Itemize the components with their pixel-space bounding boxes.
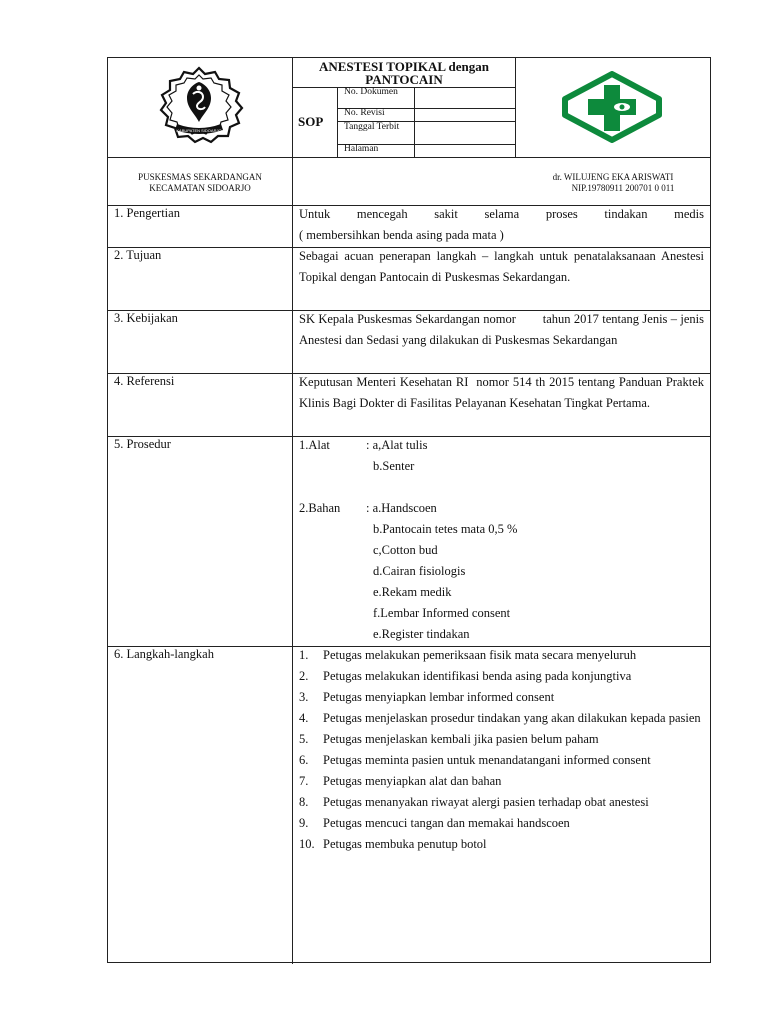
section-label-kebijakan: 3. Kebijakan (114, 311, 178, 325)
svg-text:KABUPATEN SIDOARJO: KABUPATEN SIDOARJO (176, 128, 222, 133)
alat-item: : a,Alat tulis (366, 438, 428, 452)
section-label-prosedur: 5. Prosedur (114, 437, 171, 451)
bahan-item: b.Pantocain tetes mata 0,5 % (373, 522, 518, 536)
document-title: ANESTESI TOPIKAL dengan PANTOCAIN (318, 59, 490, 87)
alat-label: 1.Alat (299, 438, 330, 452)
bahan-item: f.Lembar Informed consent (373, 606, 511, 620)
section-referensi: Keputusan Menteri Kesehatan RI nomor 514 th 2015 tentang Panduan Praktek Klinis Bagi Dokter di Fasilitas Pelayanan Kesehatan Tingkat Pertama. (299, 375, 708, 410)
regency-emblem (153, 66, 245, 144)
steps-list (299, 645, 704, 855)
section-pengertian: Untuk mencegah sakit selama proses tindakan medis ( membersihkan benda asing pada mata ) (299, 207, 704, 242)
puskesmas-logo (560, 71, 664, 143)
bahan-item: : a.Handscoen (366, 501, 437, 515)
bahan-label: 2.Bahan (299, 501, 341, 515)
section-langkah (299, 645, 704, 855)
sop-divider (337, 87, 338, 157)
header-right-divider (515, 58, 516, 157)
sop-document (107, 57, 711, 963)
bahan-item: e.Rekam medik (373, 585, 452, 599)
meta-no-dokumen: No. Dokumen (344, 87, 398, 97)
meta-tanggal-terbit: Tanggal Terbit (344, 122, 400, 132)
alat-item: b.Senter (373, 459, 415, 473)
section-label-tujuan: 2. Tujuan (114, 248, 162, 262)
sop-label: SOP (298, 114, 324, 129)
step-item: 1. Petugas melakukan pemeriksaan fisik mata secara menyeluruh (299, 648, 637, 662)
step-item: 2. Petugas melakukan identifikasi benda asing pada konjungtiva (299, 669, 632, 683)
meta-divider (414, 87, 415, 157)
step-item: 8. Petugas menanyakan riwayat alergi pasien terhadap obat anestesi (299, 795, 649, 809)
head-of-puskesmas: dr. WILUJENG EKA ARISWATI NIP.19780911 200701 0 011 (552, 172, 675, 193)
section-label-referensi: 4. Referensi (114, 374, 175, 388)
header-bottom-divider (108, 157, 710, 158)
section-label-langkah: 6. Langkah-langkah (114, 647, 214, 661)
section-tujuan: Sebagai acuan penerapan langkah – langkah untuk penatalaksanaan Anestesi Topikal dengan Pantocain di Puskesmas Sekardangan. (299, 249, 704, 284)
bahan-item: e.Register tindakan (373, 627, 470, 641)
step-item: 4. Petugas menjelaskan prosedur tindakan yang akan dilakukan kepada pasien (299, 711, 701, 725)
section-label-pengertian: 1. Pengertian (114, 206, 180, 220)
title-divider (292, 87, 515, 88)
section-prosedur (299, 435, 704, 645)
section-kebijakan: SK Kepala Puskesmas Sekardangan nomor tahun 2017 tentang Jenis – jenis Anestesi dan Sedasi yang dilakukan di Puskesmas Sekardangan (299, 312, 707, 347)
meta-no-revisi: No. Revisi (344, 108, 385, 118)
bahan-item: c,Cotton bud (373, 543, 438, 557)
step-item: 3. Petugas menyiapkan lembar informed consent (299, 690, 555, 704)
step-item: 6. Petugas meminta pasien untuk menandatangani informed consent (299, 753, 651, 767)
column-divider (292, 58, 293, 964)
step-item: 10. Petugas membuka penutup botol (299, 837, 487, 851)
step-item: 9. Petugas mencuci tangan dan memakai handscoen (299, 816, 570, 830)
organization-name: PUSKESMAS SEKARDANGAN KECAMATAN SIDOARJO (138, 172, 262, 193)
meta-halaman: Halaman (344, 144, 379, 154)
step-item: 7. Petugas menyiapkan alat dan bahan (299, 774, 502, 788)
step-item: 5. Petugas menjelaskan kembali jika pasien belum paham (299, 732, 599, 746)
bahan-item: d.Cairan fisiologis (373, 564, 466, 578)
